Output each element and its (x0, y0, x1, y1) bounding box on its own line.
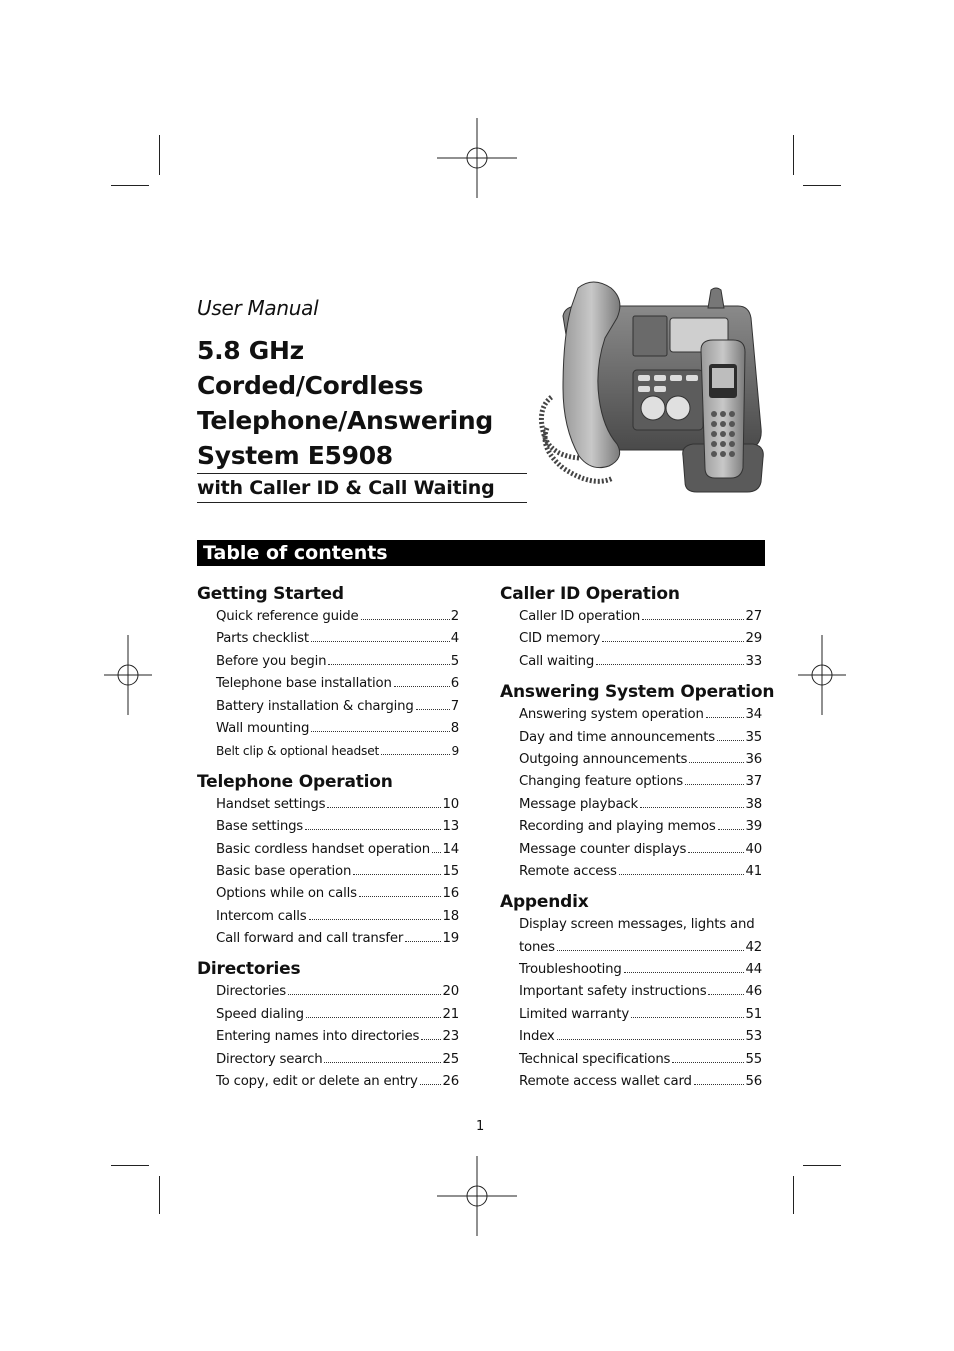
toc-entry-page: 40 (745, 841, 762, 857)
toc-section-caller-id (500, 583, 762, 673)
dot-leader (718, 829, 745, 830)
toc-entry[interactable] (519, 1049, 762, 1071)
toc-entry-label: Basic cordless handset operation (216, 841, 430, 857)
toc-section-telephone-operation (197, 771, 459, 951)
dot-leader (557, 1039, 745, 1040)
toc-entry[interactable] (216, 606, 459, 628)
toc-entry[interactable] (519, 839, 762, 861)
toc-entry-page: 7 (450, 698, 459, 714)
toc-entry[interactable] (519, 794, 762, 816)
toc-entry-page: 25 (442, 1051, 459, 1067)
toc-entry-label: Options while on calls (216, 886, 357, 902)
toc-section-getting-started (197, 583, 459, 763)
toc-section-appendix (500, 891, 762, 1093)
toc-entry-page: 18 (442, 908, 459, 924)
crop-mark (803, 185, 841, 186)
toc-entry[interactable] (519, 816, 762, 838)
toc-entry-page: 26 (442, 1074, 459, 1090)
toc-entry-label: Remote access wallet card (519, 1074, 692, 1090)
toc-entry-page: 34 (745, 707, 762, 723)
toc-entry-page: 9 (451, 744, 459, 759)
toc-entry-page: 2 (450, 609, 459, 624)
toc-entry[interactable] (519, 727, 762, 749)
toc-entry-page: 10 (442, 796, 459, 812)
toc-entry-page: 51 (745, 1006, 762, 1022)
toc-entry-page: 8 (450, 720, 459, 736)
dot-leader (624, 972, 745, 973)
dot-leader (642, 619, 744, 620)
dot-leader (305, 829, 441, 830)
title-line: System E5908 (197, 441, 393, 470)
toc-entry-page: 19 (442, 931, 459, 947)
toc-entry[interactable] (519, 937, 762, 959)
dot-leader (432, 852, 442, 853)
toc-entry[interactable] (519, 651, 762, 673)
toc-entry-page: 42 (745, 939, 762, 955)
title-line: Telephone/Answering (197, 406, 493, 435)
toc-section-title: Getting Started (197, 584, 344, 604)
toc-entry[interactable] (216, 651, 459, 673)
dot-leader (685, 784, 745, 785)
toc-entry[interactable] (216, 928, 459, 950)
toc-entry-label: tones (519, 939, 555, 955)
toc-entry[interactable] (519, 914, 762, 936)
toc-entry-page: 27 (745, 609, 762, 624)
toc-section-directories (197, 958, 459, 1093)
toc-entry-label: Display screen messages, lights and (519, 917, 755, 933)
dot-leader (311, 641, 450, 642)
crop-mark (793, 135, 794, 175)
toc-entry-page: 38 (745, 796, 762, 812)
toc-entry-page: 44 (745, 962, 762, 978)
toc-entry[interactable] (216, 696, 459, 718)
toc-entry-page: 41 (745, 863, 762, 879)
dot-leader (353, 874, 441, 875)
dot-leader (640, 807, 744, 808)
toc-entry-label: Directories (216, 984, 287, 1000)
crop-mark (159, 135, 160, 175)
dot-leader (288, 994, 441, 995)
toc-entry[interactable] (519, 1004, 762, 1026)
toc-entry-label: Message playback (519, 796, 639, 812)
toc-entry[interactable] (216, 981, 459, 1003)
dot-leader (688, 852, 744, 853)
crop-mark (793, 1176, 794, 1214)
dot-leader (361, 619, 450, 620)
toc-entry[interactable] (216, 1004, 459, 1026)
crop-mark (803, 1165, 841, 1166)
toc-entry-page: 15 (442, 863, 459, 879)
toc-entry-label: Index (519, 1029, 555, 1045)
dot-leader (631, 1017, 744, 1018)
title-line: 5.8 GHz Corded/Cordless (197, 336, 424, 400)
toc-section-title: Telephone Operation (197, 771, 393, 792)
toc-entry[interactable] (519, 606, 762, 628)
toc-entry-label: Speed dialing (216, 1006, 304, 1022)
toc-entry[interactable] (519, 981, 762, 1003)
toc-entry-page: 33 (745, 653, 762, 669)
toc-entry-label: Handset settings (216, 796, 326, 812)
dot-leader (327, 807, 441, 808)
toc-entry-label: Message counter displays (519, 841, 687, 857)
toc-entry[interactable] (519, 704, 762, 726)
toc-entry-label: Caller ID operation (519, 609, 641, 624)
toc-section-title: Caller ID Operation (500, 584, 680, 604)
toc-entry[interactable] (519, 749, 762, 771)
toc-entry[interactable] (216, 861, 459, 883)
toc-entry-page: 56 (745, 1074, 762, 1090)
toc-entry-page: 37 (745, 774, 762, 790)
toc-entry[interactable] (519, 959, 762, 981)
dot-leader (311, 731, 450, 732)
toc-entry[interactable] (216, 718, 459, 740)
dot-leader (619, 874, 745, 875)
dot-leader (309, 919, 442, 920)
toc-entry-label: Technical specifications (519, 1051, 671, 1067)
toc-entry-label: Before you begin (216, 653, 327, 669)
toc-entry-page: 55 (745, 1051, 762, 1067)
toc-entry[interactable] (519, 1026, 762, 1048)
toc-entry-label: Troubleshooting (519, 962, 622, 978)
toc-section-title: Answering System Operation (500, 682, 775, 703)
toc-right-column (500, 583, 775, 1101)
toc-entry[interactable] (216, 1071, 459, 1093)
dot-leader (717, 740, 744, 741)
toc-entry-label: Basic base operation (216, 863, 352, 879)
dot-leader (689, 762, 744, 763)
toc-entry[interactable] (216, 628, 459, 650)
toc-entry-label: Entering names into directories (216, 1029, 420, 1045)
toc-entry[interactable] (216, 740, 459, 762)
dot-leader (359, 896, 442, 897)
document-subtitle: User Manual (197, 296, 319, 320)
toc-entry-page: 36 (745, 751, 762, 767)
dot-leader (405, 941, 441, 942)
toc-entry-label: Call forward and call transfer (216, 931, 404, 947)
toc-entry-page: 46 (745, 984, 762, 1000)
dot-leader (708, 994, 744, 995)
dot-leader (306, 1017, 442, 1018)
document-title (197, 333, 537, 473)
toc-section-title: Appendix (500, 892, 589, 913)
page-number: 1 (476, 1119, 485, 1134)
dot-leader (672, 1062, 744, 1063)
toc-entry-page: 39 (745, 819, 762, 835)
toc-entry[interactable] (519, 861, 762, 883)
dot-leader (694, 1084, 745, 1085)
toc-entry[interactable] (519, 771, 762, 793)
toc-entry-page: 6 (450, 676, 459, 692)
toc-left-column (197, 583, 459, 1101)
toc-entry-page: 14 (442, 841, 459, 857)
dot-leader (420, 1084, 442, 1085)
toc-entry-label: To copy, edit or delete an entry (216, 1074, 418, 1090)
toc-entry-page: 29 (745, 631, 762, 647)
toc-entry-label: Intercom calls (216, 908, 307, 924)
toc-entry-page: 53 (745, 1029, 762, 1045)
toc-entry[interactable] (519, 628, 762, 650)
crop-mark (111, 1165, 149, 1166)
toc-entry-page: 20 (442, 984, 459, 1000)
toc-entry[interactable] (216, 839, 459, 861)
dot-leader (706, 717, 745, 718)
registration-mark-icon (88, 635, 168, 715)
toc-entry-label: Telephone base installation (216, 676, 392, 692)
dot-leader (416, 709, 450, 710)
toc-entry-label: Call waiting (519, 653, 595, 669)
toc-section-answering-system (500, 681, 775, 883)
toc-entry-label: Parts checklist (216, 631, 309, 647)
registration-mark-icon (437, 118, 517, 198)
toc-entry-label: Base settings (216, 819, 304, 835)
toc-entry-page: 21 (442, 1006, 459, 1022)
feature-banner: with Caller ID & Call Waiting (197, 473, 527, 503)
toc-entry-label: Limited warranty (519, 1006, 629, 1022)
toc-entry[interactable] (216, 1049, 459, 1071)
toc-entry-label: Directory search (216, 1051, 323, 1067)
toc-entry[interactable] (216, 816, 459, 838)
toc-entry[interactable] (216, 794, 459, 816)
toc-entry-label: Belt clip & optional headset (216, 744, 380, 759)
dot-leader (596, 664, 744, 665)
crop-mark (111, 185, 149, 186)
toc-entry-label: Battery installation & charging (216, 698, 414, 714)
toc-entry-label: CID memory (519, 631, 601, 647)
toc-entry-label: Day and time announcements (519, 729, 715, 745)
toc-entry-label: Wall mounting (216, 720, 310, 736)
dot-leader (421, 1039, 441, 1040)
toc-entry-label: Outgoing announcements (519, 751, 688, 767)
toc-entry-page: 16 (442, 886, 459, 902)
dot-leader (394, 686, 450, 687)
toc-entry-label: Quick reference guide (216, 609, 359, 624)
toc-entry-page: 35 (745, 729, 762, 745)
toc-heading: Table of contents (197, 540, 765, 566)
toc-entry-label: Changing feature options (519, 774, 683, 790)
dot-leader (557, 950, 745, 951)
dot-leader (328, 664, 449, 665)
toc-entry-label: Remote access (519, 863, 617, 879)
toc-entry-label: Important safety instructions (519, 984, 707, 1000)
toc-entry-label: Answering system operation (519, 707, 704, 723)
dot-leader (324, 1062, 441, 1063)
dot-leader (381, 754, 450, 755)
toc-entry-label: Recording and playing memos (519, 819, 716, 835)
toc-entry[interactable] (216, 883, 459, 905)
phone-illustration (533, 278, 773, 506)
registration-mark-icon (437, 1156, 517, 1236)
toc-entry[interactable] (216, 906, 459, 928)
toc-entry[interactable] (519, 1071, 762, 1093)
toc-entry-page: 23 (442, 1029, 459, 1045)
toc-entry-page: 4 (450, 631, 459, 647)
toc-entry[interactable] (216, 1026, 459, 1048)
toc-entry-page: 13 (442, 819, 459, 835)
toc-entry[interactable] (216, 673, 459, 695)
dot-leader (602, 641, 744, 642)
crop-mark (159, 1176, 160, 1214)
registration-mark-icon (782, 635, 862, 715)
toc-entry-page: 5 (450, 653, 459, 669)
toc-section-title: Directories (197, 959, 301, 980)
